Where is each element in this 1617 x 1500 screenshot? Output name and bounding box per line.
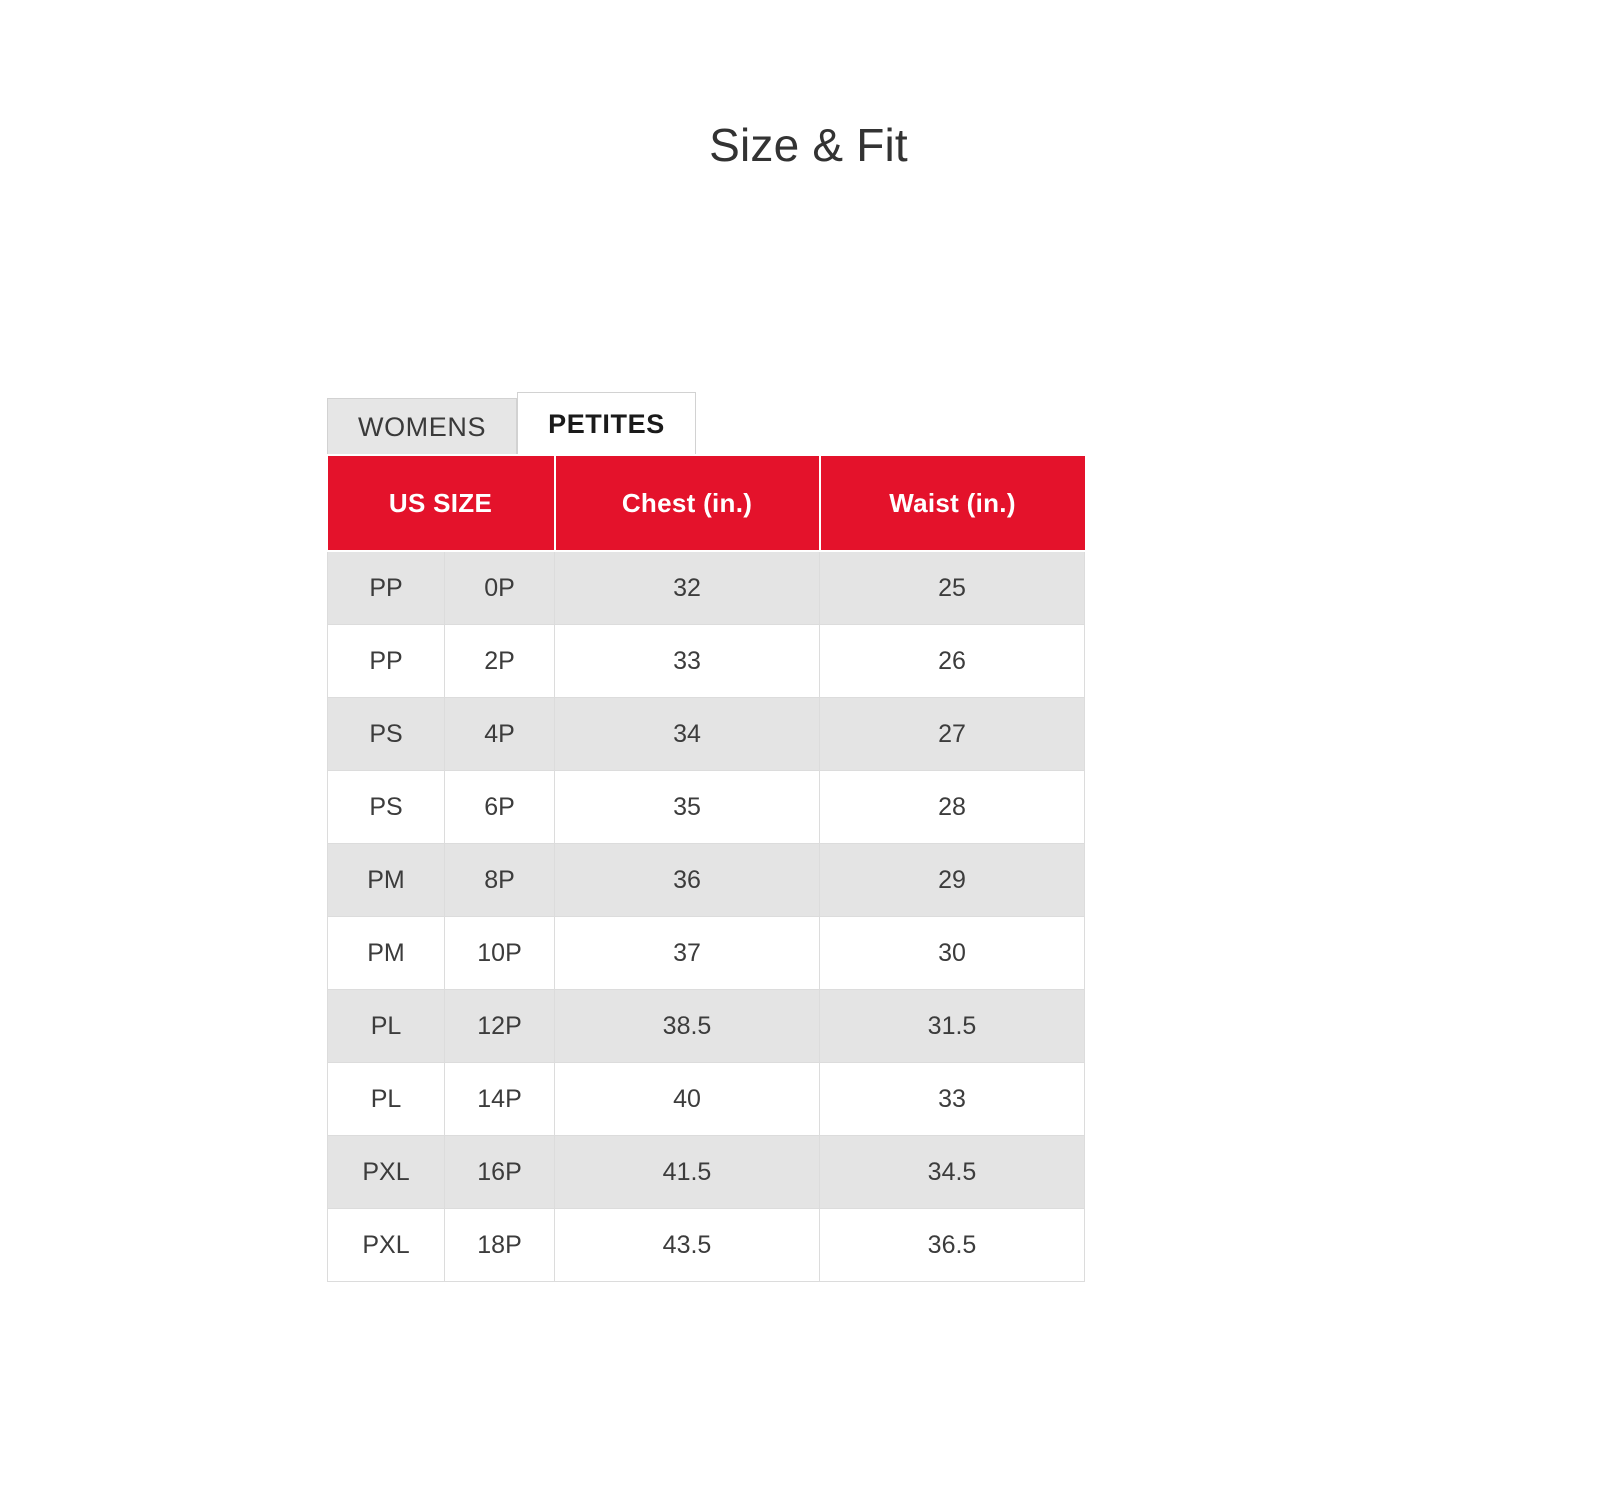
cell-letter-size: PM (328, 844, 445, 917)
column-header-waist: Waist (in.) (820, 455, 1085, 551)
cell-numeric-size: 4P (445, 698, 555, 771)
cell-numeric-size: 14P (445, 1063, 555, 1136)
column-header-chest: Chest (in.) (555, 455, 820, 551)
cell-waist: 27 (820, 698, 1085, 771)
cell-numeric-size: 16P (445, 1136, 555, 1209)
cell-chest: 38.5 (555, 990, 820, 1063)
cell-numeric-size: 2P (445, 625, 555, 698)
tab-petites[interactable]: PETITES (517, 392, 696, 454)
cell-letter-size: PM (328, 917, 445, 990)
table-row (328, 625, 1085, 698)
table-row (328, 771, 1085, 844)
cell-waist: 31.5 (820, 990, 1085, 1063)
cell-chest: 43.5 (555, 1209, 820, 1282)
cell-letter-size: PP (328, 551, 445, 625)
table-row (328, 990, 1085, 1063)
table-header-row (328, 455, 1085, 551)
cell-letter-size: PL (328, 1063, 445, 1136)
cell-chest: 36 (555, 844, 820, 917)
cell-waist: 28 (820, 771, 1085, 844)
table-row (328, 1136, 1085, 1209)
table-row (328, 917, 1085, 990)
cell-numeric-size: 12P (445, 990, 555, 1063)
cell-chest: 32 (555, 551, 820, 625)
cell-waist: 36.5 (820, 1209, 1085, 1282)
cell-chest: 33 (555, 625, 820, 698)
cell-waist: 26 (820, 625, 1085, 698)
page-title: Size & Fit (709, 119, 908, 171)
size-chart-tabs (327, 392, 1084, 454)
cell-chest: 34 (555, 698, 820, 771)
table-row (328, 551, 1085, 625)
cell-waist: 29 (820, 844, 1085, 917)
column-header-us-size: US SIZE (328, 455, 555, 551)
cell-letter-size: PXL (328, 1136, 445, 1209)
size-chart (327, 392, 1084, 1282)
cell-waist: 25 (820, 551, 1085, 625)
cell-letter-size: PS (328, 698, 445, 771)
cell-letter-size: PL (328, 990, 445, 1063)
table-row (328, 1063, 1085, 1136)
cell-waist: 30 (820, 917, 1085, 990)
cell-waist: 33 (820, 1063, 1085, 1136)
cell-chest: 40 (555, 1063, 820, 1136)
tab-womens[interactable]: WOMENS (327, 398, 517, 454)
cell-numeric-size: 8P (445, 844, 555, 917)
cell-numeric-size: 18P (445, 1209, 555, 1282)
cell-chest: 41.5 (555, 1136, 820, 1209)
size-table (327, 454, 1085, 1282)
table-row (328, 698, 1085, 771)
cell-letter-size: PS (328, 771, 445, 844)
table-row (328, 844, 1085, 917)
cell-letter-size: PXL (328, 1209, 445, 1282)
cell-numeric-size: 10P (445, 917, 555, 990)
cell-numeric-size: 0P (445, 551, 555, 625)
cell-waist: 34.5 (820, 1136, 1085, 1209)
cell-chest: 35 (555, 771, 820, 844)
table-row (328, 1209, 1085, 1282)
cell-letter-size: PP (328, 625, 445, 698)
cell-numeric-size: 6P (445, 771, 555, 844)
cell-chest: 37 (555, 917, 820, 990)
